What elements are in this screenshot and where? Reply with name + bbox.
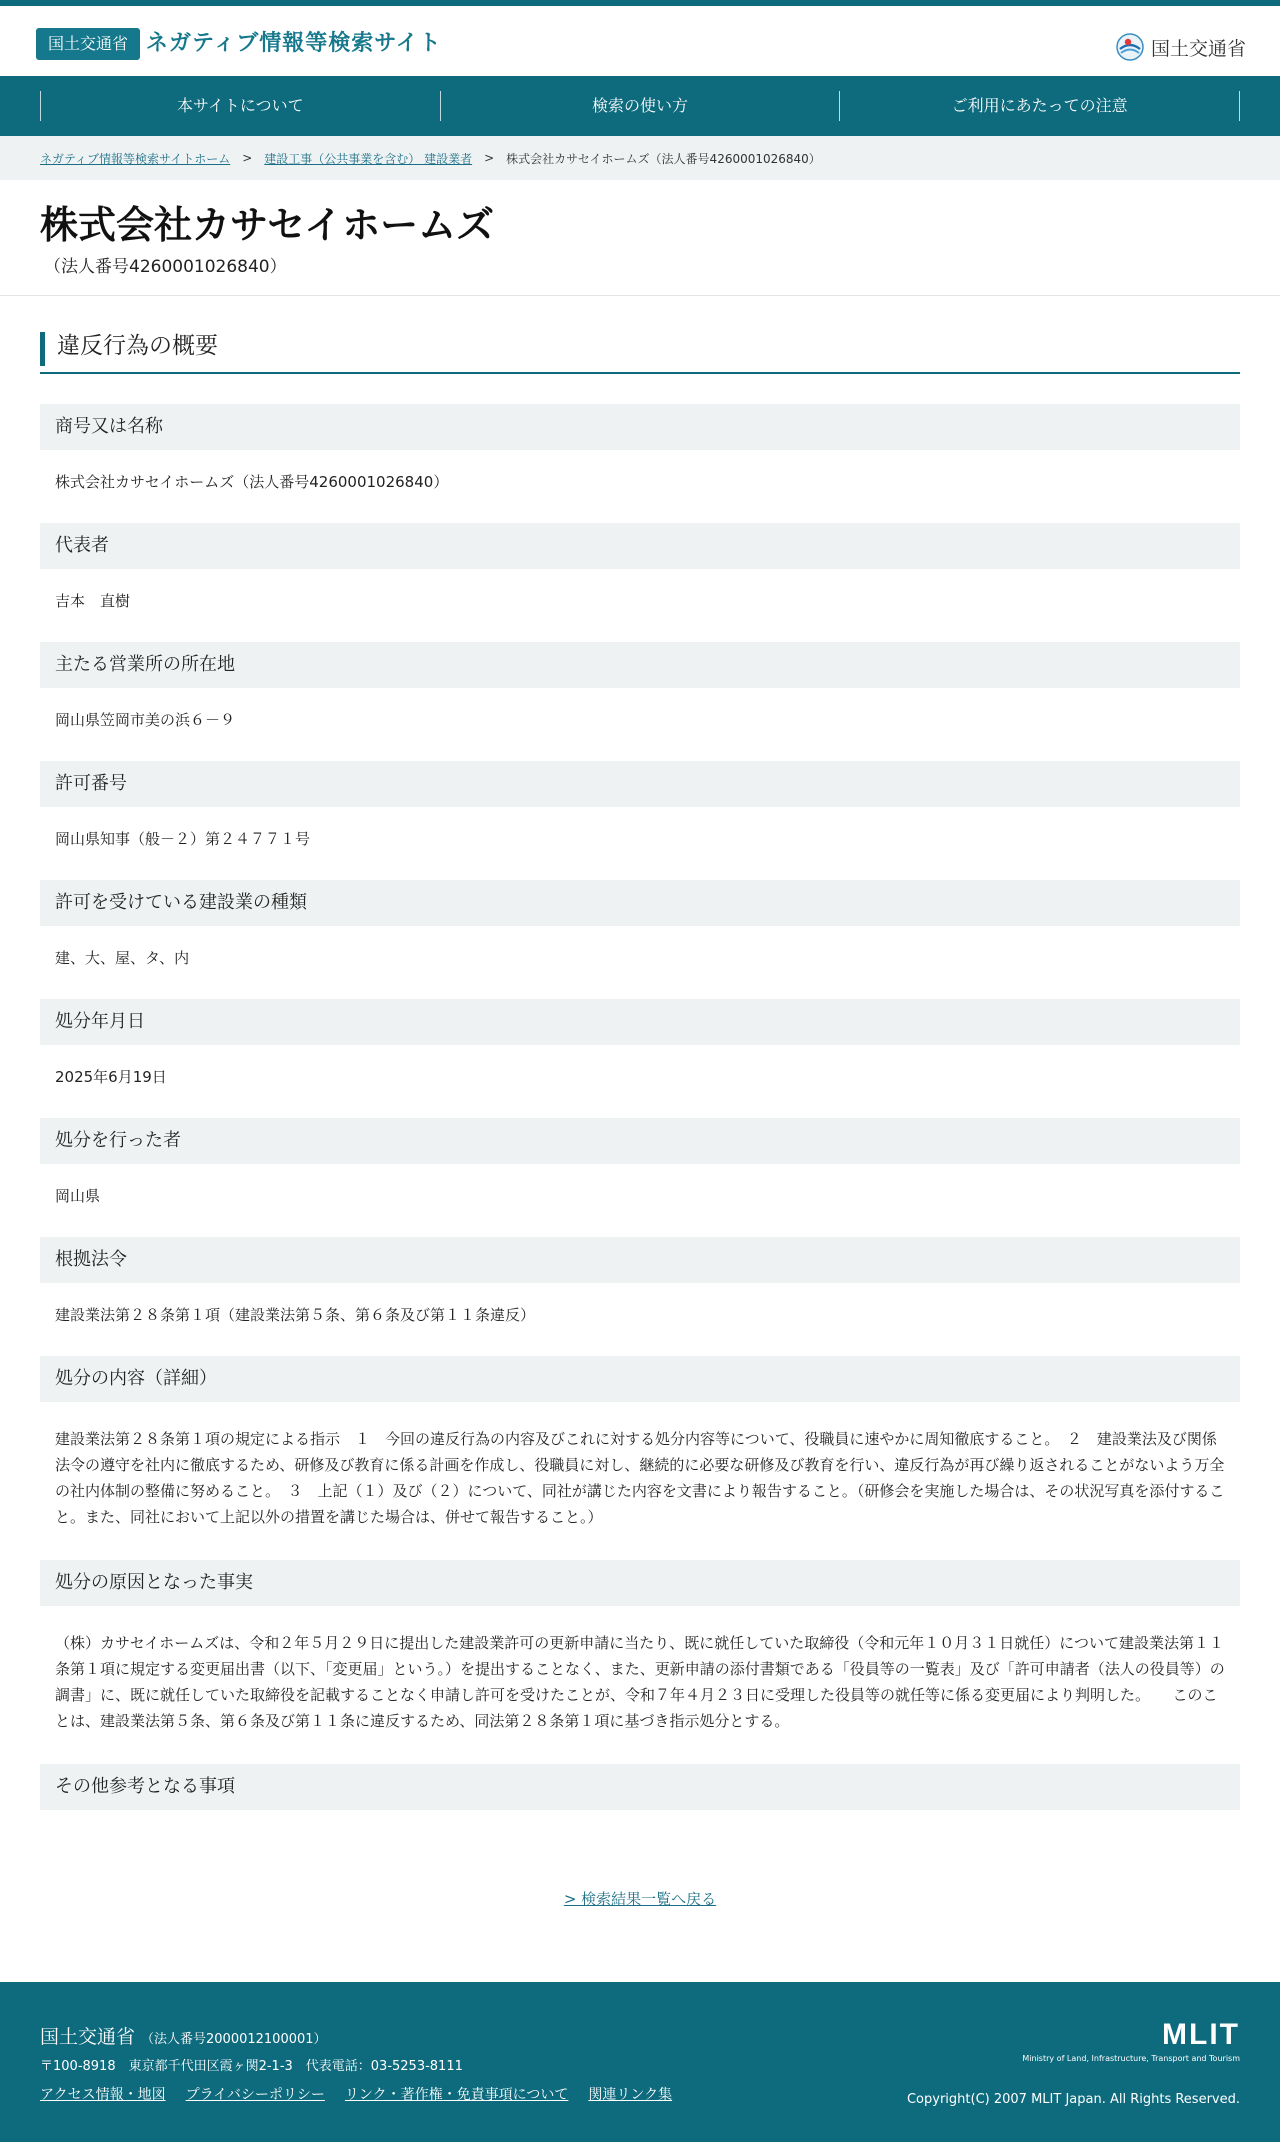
- field-label: 処分の原因となった事実: [40, 1560, 1240, 1606]
- breadcrumb-separator: >: [242, 151, 253, 165]
- corporate-number: （法人番号4260001026840）: [44, 257, 287, 277]
- field-disposing-authority: [40, 1118, 1240, 1237]
- nav-about[interactable]: 本サイトについて: [40, 91, 440, 121]
- field-label: 商号又は名称: [40, 404, 1240, 450]
- footer-link-access[interactable]: アクセス情報・地図: [40, 2087, 166, 2103]
- field-other-references: [40, 1764, 1240, 1810]
- breadcrumb-current: 株式会社カサセイホームズ（法人番号4260001026840）: [506, 151, 821, 166]
- field-value: 建設業法第２８条第１項の規定による指示 １ 今回の違反行為の内容及びこれに対する処分内容等について、役職員に速やかに周知徹底すること。 ２ 建設業法及び関係法令の遵守を社内に徹底するため、研修及び教育に係る計画を作成し、役職員に対し、継続的に必要な研修及び教育を行い、違反行為が再び繰り返されることがないよう万全の社内体制の整備に努めること。 ３ 上記（１）及び（２）について、同社が講じた内容を文書により報告すること。（研修会を実施した場合は、その状況写真を添付すること。また、同社において上記以外の措置を講じた場合は、併せて報告すること。）: [55, 1430, 1225, 1526]
- field-trade-name: [40, 404, 1240, 523]
- field-label: 代表者: [40, 523, 1240, 569]
- field-cause-facts: [40, 1560, 1240, 1764]
- field-legal-basis: [40, 1237, 1240, 1356]
- footer-org: [40, 2022, 327, 2049]
- site-title[interactable]: ネガティブ情報等検索サイト: [146, 31, 442, 56]
- footer-link-privacy[interactable]: プライバシーポリシー: [185, 2087, 325, 2103]
- field-representative: [40, 523, 1240, 642]
- field-value: 岡山県: [55, 1187, 101, 1205]
- field-label: 処分年月日: [40, 999, 1240, 1045]
- field-label: 主たる営業所の所在地: [40, 642, 1240, 688]
- footer-link-copyright[interactable]: リンク・著作権・免責事項について: [344, 2087, 569, 2103]
- mlit-logo-text: 国土交通省: [1150, 37, 1246, 60]
- mlit-logo[interactable]: [1115, 30, 1246, 64]
- site-footer: [0, 1982, 1280, 2142]
- field-disposition-date: [40, 999, 1240, 1118]
- footer-logo-wordmark: MLIT: [1162, 2018, 1240, 2051]
- footer-links: [40, 2084, 672, 2104]
- field-value: （株）カサセイホームズは、令和２年５月２９日に提出した建設業許可の更新申請に当たり、既に就任していた取締役（令和元年１０月３１日就任）について建設業法第１１条第１項に規定する変更届出書（以下、「変更届」という。）を提出することなく、また、更新申請の添付書類である「役員等の一覧表」及び「許可申請者（法人の役員等）の調書」に、既に就任していた取締役を記載することなく申請し許可を受けたことが、令和７年４月２３日に受理した役員等の就任等に係る変更届により判明した。 このことは、建設業法第５条、第６条及び第１１条に違反するため、同法第２８条第１項に基づき指示処分とする。: [55, 1634, 1225, 1730]
- nav-how-to-search[interactable]: 検索の使い方: [440, 91, 840, 121]
- field-value: 建、大、屋、タ、内: [55, 949, 190, 967]
- footer-org-number: （法人番号2000012100001）: [141, 2032, 327, 2047]
- field-value: 株式会社カサセイホームズ（法人番号4260001026840）: [55, 473, 449, 491]
- breadcrumb: [0, 136, 1280, 180]
- main-nav: [0, 76, 1280, 136]
- field-value: 岡山県知事（般－２）第２４７７１号: [55, 830, 311, 848]
- field-value: 吉本 直樹: [55, 592, 131, 610]
- main-content: [0, 332, 1280, 1909]
- field-license-types: [40, 880, 1240, 999]
- field-value: 岡山県笠岡市美の浜６－９: [55, 711, 236, 729]
- field-value: 建設業法第２８条第１項（建設業法第５条、第６条及び第１１条違反）: [55, 1306, 536, 1324]
- field-label: 処分を行った者: [40, 1118, 1240, 1164]
- nav-usage-notes[interactable]: ご利用にあたっての注意: [839, 91, 1240, 121]
- field-label: 許可番号: [40, 761, 1240, 807]
- mlit-emblem-icon: [1115, 32, 1145, 62]
- footer-org-name: 国土交通省: [40, 2026, 136, 2048]
- back-link-container: [40, 1888, 1240, 1909]
- field-label: その他参考となる事項: [40, 1764, 1240, 1810]
- breadcrumb-category-link[interactable]: 建設工事（公共事業を含む） 建設業者: [264, 151, 473, 166]
- field-value: 2025年6月19日: [55, 1068, 167, 1086]
- section-divider: [40, 372, 1240, 374]
- field-license-number: [40, 761, 1240, 880]
- site-header: [0, 6, 1280, 76]
- title-block: [0, 180, 1280, 296]
- footer-logo-tagline: Ministry of Land, Infrastructure, Transport and Tourism: [1022, 2054, 1240, 2063]
- mlit-badge[interactable]: 国土交通省: [36, 28, 140, 60]
- field-label: 許可を受けている建設業の種類: [40, 880, 1240, 926]
- footer-copyright: Copyright(C) 2007 MLIT Japan. All Rights Reserved.: [906, 2092, 1240, 2107]
- footer-address: 〒100-8918 東京都千代田区霞ヶ関2-1-3 代表電話：03-5253-8111: [40, 2059, 463, 2074]
- footer-link-related[interactable]: 関連リンク集: [588, 2087, 673, 2103]
- footer-mlit-logo[interactable]: [1022, 2020, 1240, 2063]
- field-label: 処分の内容（詳細）: [40, 1356, 1240, 1402]
- back-to-results-link[interactable]: > 検索結果一覧へ戻る: [563, 1890, 717, 1908]
- field-main-office: [40, 642, 1240, 761]
- breadcrumb-home-link[interactable]: ネガティブ情報等検索サイトホーム: [40, 151, 231, 166]
- section-heading: 違反行為の概要: [40, 332, 1240, 366]
- breadcrumb-separator: >: [484, 151, 495, 165]
- field-disposition-details: [40, 1356, 1240, 1560]
- field-label: 根拠法令: [40, 1237, 1240, 1283]
- page-title: 株式会社カサセイホームズ: [40, 203, 495, 247]
